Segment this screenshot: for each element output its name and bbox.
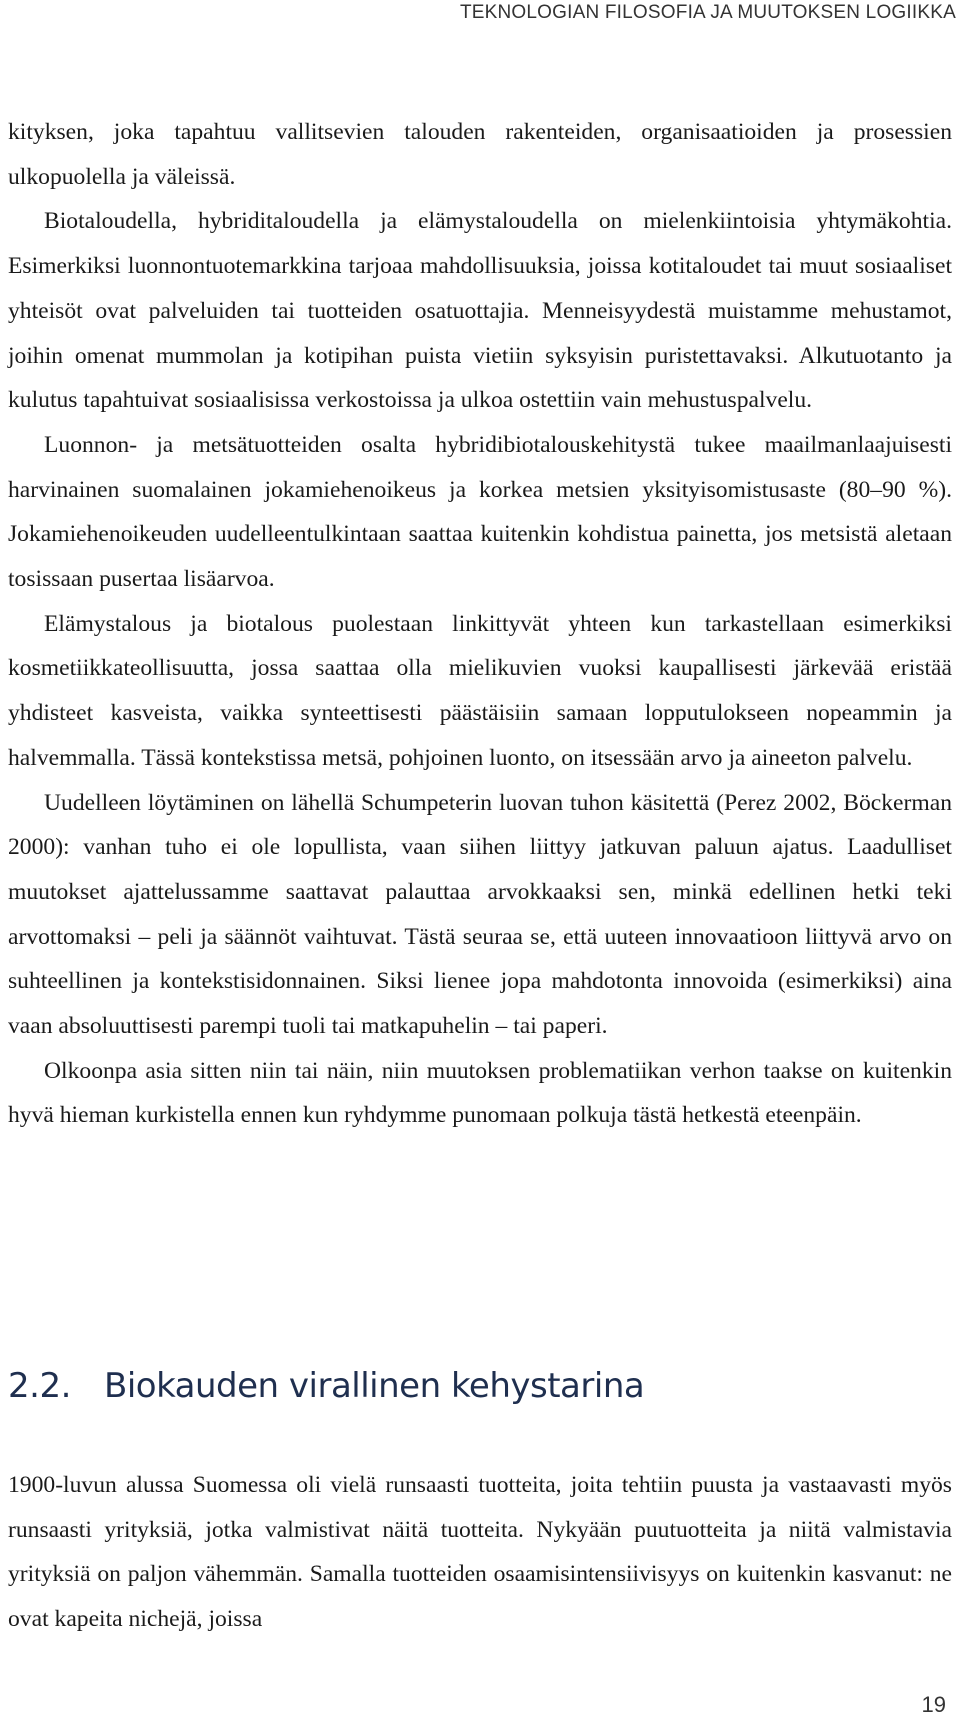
section-number: 2.2. — [8, 1366, 71, 1406]
paragraph: Elämystalous ja biotalous puolestaan linkittyvät yhteen kun tarkastellaan esimerkiksi kosmetiikkateollisuutta, jossa saattaa olla mielikuvien vuoksi kaupallisesti järkevää eristää yhdisteet kasveista, vaikka synteettisesti päästäisiin samaan lopputulokseen nopeammin ja halvemmalla. Tässä kontekstissa metsä, pohjoinen luonto, on itsessään arvo ja aineeton palvelu. — [8, 610, 952, 771]
paragraph-continuation: kityksen, joka tapahtuu vallitsevien talouden rakenteiden, organisaatioiden ja prosessien ulkopuolella ja väleissä. — [8, 119, 952, 190]
section-heading — [8, 1366, 644, 1406]
paragraph: Olkoonpa asia sitten niin tai näin, niin muutoksen problematiikan verhon taakse on kuitenkin hyvä hieman kurkistella ennen kun ryhdymme punomaan polkuja tästä hetkestä eteenpäin. — [8, 1057, 952, 1129]
body-text — [8, 110, 952, 1138]
running-header: TEKNOLOGIAN FILOSOFIA JA MUUTOKSEN LOGIIKKA — [459, 2, 956, 23]
section-paragraph: 1900-luvun alussa Suomessa oli vielä runsaasti tuotteita, joita tehtiin puusta ja vastaavasti myös runsaasti yrityksiä, jotka valmistivat näitä tuotteita. Nykyään puutuotteita ja niitä valmistavia yrityksiä on paljon vähemmän. Samalla tuotteiden osaamisintensiivisyys on kuitenkin kasvanut: ne ovat kapeita nichejä, joissa — [8, 1472, 952, 1633]
section-text — [8, 1463, 952, 1642]
paragraph: Uudelleen löytäminen on lähellä Schumpeterin luovan tuhon käsitettä (Perez 2002, Böckerman 2000): vanhan tuho ei ole lopullista, vaan siihen liittyy jatkuvan paluun ajatus. Laadulliset muutokset ajattelussamme saattavat palauttaa arvokkaaksi sen, minkä edellinen hetki teki arvottomaksi – peli ja säännöt vaihtuvat. Tästä seuraa se, että uuteen innovaatioon liittyvä arvo on suhteellinen ja kontekstisidonnainen. Siksi lienee jopa mahdotonta innovoida (esimerkiksi) aina vaan absoluuttisesti parempi tuoli tai matkapuhelin – tai paperi. — [8, 789, 952, 1040]
section-title: Biokauden virallinen kehystarina — [104, 1366, 645, 1406]
page-number: 19 — [921, 1692, 946, 1717]
paragraph: Luonnon- ja metsätuotteiden osalta hybridibiotalouskehitystä tukee maailmanlaajuisesti harvinainen suomalainen jokamiehenoikeus ja korkea metsien yksityisomistusaste (80–90 %). Jokamiehenoikeuden uudelleentulkintaan saattaa kuitenkin kohdistua painetta, jos metsistä aletaan tosissaan pusertaa lisäarvoa. — [8, 431, 952, 593]
paragraph: Biotaloudella, hybriditaloudella ja elämystaloudella on mielenkiintoisia yhtymäkohtia. Esimerkiksi luonnontuotemarkkina tarjoaa mahdollisuuksia, joissa kotitaloudet tai muut sosiaaliset yhteisöt ovat palveluiden tai tuotteiden osatuottajia. Menneisyydestä muistamme mehustamot, joihin omenat mummolan ja kotipihan puista vietiin syksyisin puristettavaksi. Alkutuotanto ja kulutus tapahtuivat sosiaalisissa verkostoissa ja ulkoa ostettiin vain mehustuspalvelu. — [8, 208, 952, 414]
